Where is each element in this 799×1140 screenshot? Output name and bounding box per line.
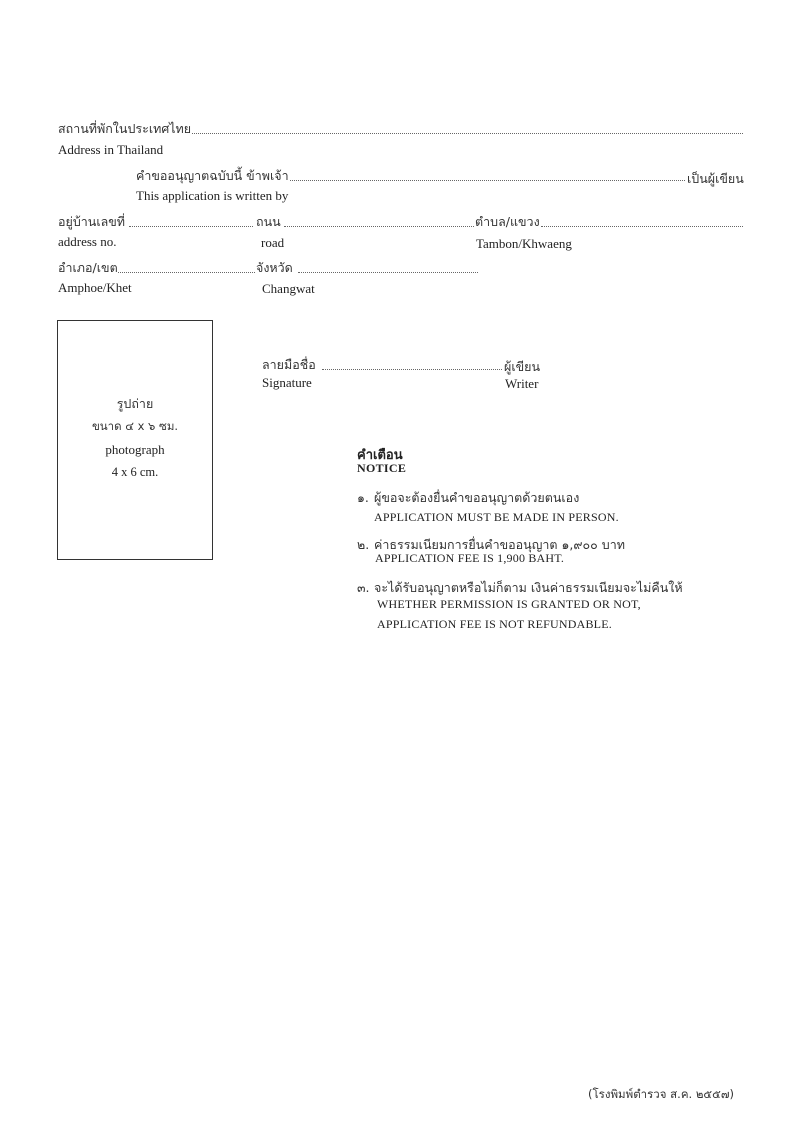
signature-suffix-en: Writer — [505, 376, 539, 391]
written-by-field[interactable] — [290, 180, 685, 181]
notice-item-1-en: APPLICATION MUST BE MADE IN PERSON. — [374, 510, 619, 524]
notice-item-1-th: ผู้ขอจะต้องยื่นคำขออนุญาตด้วยตนเอง — [374, 490, 580, 505]
signature-label-en: Signature — [262, 375, 312, 390]
photo-size-th: ขนาด ๔ x ๖ ซม. — [91, 419, 179, 433]
written-by-label-en: This application is written by — [136, 188, 289, 203]
address-in-thailand-label-th: สถานที่พักในประเทศไทย — [58, 121, 192, 136]
notice-item-2-num: ๒. — [357, 537, 370, 552]
road-field[interactable] — [284, 226, 474, 227]
address-no-field[interactable] — [129, 226, 253, 227]
photo-label-en: photograph — [105, 442, 165, 457]
notice-title-th: คำเตือน — [357, 448, 403, 463]
changwat-field[interactable] — [298, 272, 478, 273]
tambon-label-th: ตำบล/แขวง — [475, 214, 540, 229]
amphoe-field[interactable] — [118, 272, 255, 273]
notice-item-1-num: ๑. — [357, 490, 369, 505]
notice-item-3-en-line1: WHETHER PERMISSION IS GRANTED OR NOT, — [377, 597, 641, 611]
signature-field[interactable] — [322, 369, 502, 370]
notice-item-3-num: ๓. — [357, 580, 370, 595]
notice-item-3-en-line2: APPLICATION FEE IS NOT REFUNDABLE. — [377, 617, 612, 631]
photo-box — [57, 320, 213, 560]
address-no-label-en: address no. — [58, 234, 117, 249]
written-by-suffix-th: เป็นผู้เขียน — [687, 171, 744, 186]
signature-label-th: ลายมือชื่อ — [262, 357, 316, 372]
written-by-label-th: คำขออนุญาตฉบับนี้ ข้าพเจ้า — [136, 168, 289, 183]
address-no-label-th: อยู่บ้านเลขที่ — [58, 214, 126, 229]
notice-item-2-th: ค่าธรรมเนียมการยื่นคำขออนุญาต ๑,๙๐๐ บาท — [374, 537, 625, 552]
notice-title-en: NOTICE — [357, 461, 407, 475]
changwat-label-th: จังหวัด — [256, 260, 293, 275]
notice-item-2-en: APPLICATION FEE IS 1,900 BAHT. — [375, 551, 565, 565]
road-label-en: road — [261, 235, 285, 250]
tambon-field[interactable] — [541, 226, 743, 227]
changwat-label-en: Changwat — [262, 281, 315, 296]
address-in-thailand-label-en: Address in Thailand — [58, 142, 164, 157]
tambon-label-en: Tambon/Khwaeng — [476, 236, 572, 251]
photo-label-th: รูปถ่าย — [116, 396, 154, 411]
notice-item-3-th: จะได้รับอนุญาตหรือไม่ก็ตาม เงินค่าธรรมเนียมจะไม่คืนให้ — [374, 580, 683, 595]
road-label-th: ถนน — [256, 214, 281, 229]
amphoe-label-th: อำเภอ/เขต — [58, 260, 118, 275]
photo-size-en: 4 x 6 cm. — [111, 465, 159, 479]
address-in-thailand-field[interactable] — [192, 133, 743, 134]
amphoe-label-en: Amphoe/Khet — [58, 280, 132, 295]
printer-footer: (โรงพิมพ์ตำรวจ ส.ค. ๒๕๕๗) — [588, 1087, 734, 1101]
signature-suffix-th: ผู้เขียน — [504, 359, 541, 374]
